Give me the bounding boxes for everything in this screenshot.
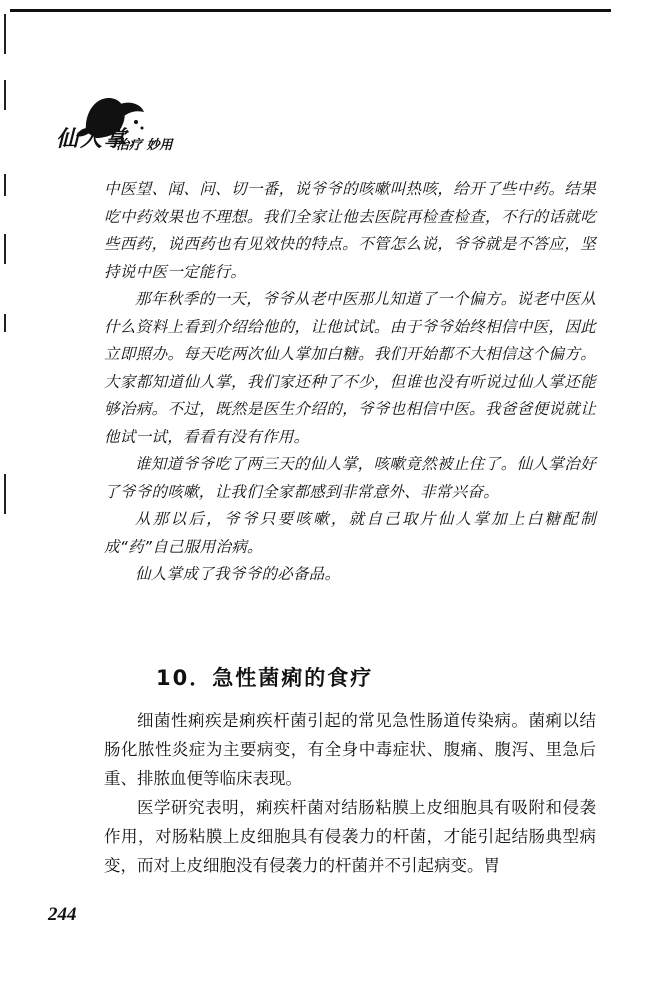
section-paragraph: 细菌性痢疾是痢疾杆菌引起的常见急性肠道传染病。菌痢以结肠化脓性炎症为主要病变，有全身中毒症状、腹痛、腹泻、里急后重、排脓血便等临床表现。 <box>104 711 596 788</box>
story-paragraph: 那年秋季的一天，爷爷从老中医那儿知道了一个偏方。说老中医从什么资料上看到介绍给他的，让他试试。由于爷爷始终相信中医，因此立即照办。每天吃两次仙人掌加白糖。我们开始都不大相信这个偏方。大家都知道仙人掌，我们家还种了不少，但谁也没有听说过仙人掌还能够治病。不过，既然是医生介绍的，爷爷也相信中医。我爸爸便说就让他试一试，看看有没有作用。 <box>104 290 596 446</box>
story-paragraph: 中医望、闻、问、切一番，说爷爷的咳嗽叫热咳，给开了些中药。结果吃中药效果也不理想。我们全家让他去医院再检查检查，不行的话就吃些西药，说西药也有见效快的特点。不管怎么说，爷爷就是不答应，坚持说中医一定能行。 <box>104 180 596 281</box>
story-paragraph: 谁知道爷爷吃了两三天的仙人掌，咳嗽竟然被止住了。仙人掌治好了爷爷的咳嗽，让我们全家都感到非常意外、非常兴奋。 <box>104 455 596 501</box>
book-subtitle: 治疗 妙用 <box>116 138 173 153</box>
section-heading: 10．急性菌痢的食疗 <box>156 666 374 690</box>
section-paragraph: 医学研究表明，痢疾杆菌对结肠粘膜上皮细胞具有吸附和侵袭作用，对肠粘膜上皮细胞具有侵袭力的杆菌，才能引起结肠典型病变，而对上皮细胞没有侵袭力的杆菌并不引起病变。胃 <box>104 798 596 875</box>
book-header-logo <box>56 92 226 162</box>
margin-scan-marks <box>4 14 7 534</box>
story-paragraph: 从那以后，爷爷只要咳嗽，就自己取片仙人掌加上白糖配制成“药”自己服用治病。 <box>104 510 596 556</box>
section-text <box>104 706 596 880</box>
top-rule <box>10 9 611 12</box>
book-title: 仙人掌 <box>56 126 129 152</box>
page-number: 244 <box>48 904 77 925</box>
story-paragraph: 仙人掌成了我爷爷的必备品。 <box>135 565 341 583</box>
story-text <box>104 176 596 589</box>
